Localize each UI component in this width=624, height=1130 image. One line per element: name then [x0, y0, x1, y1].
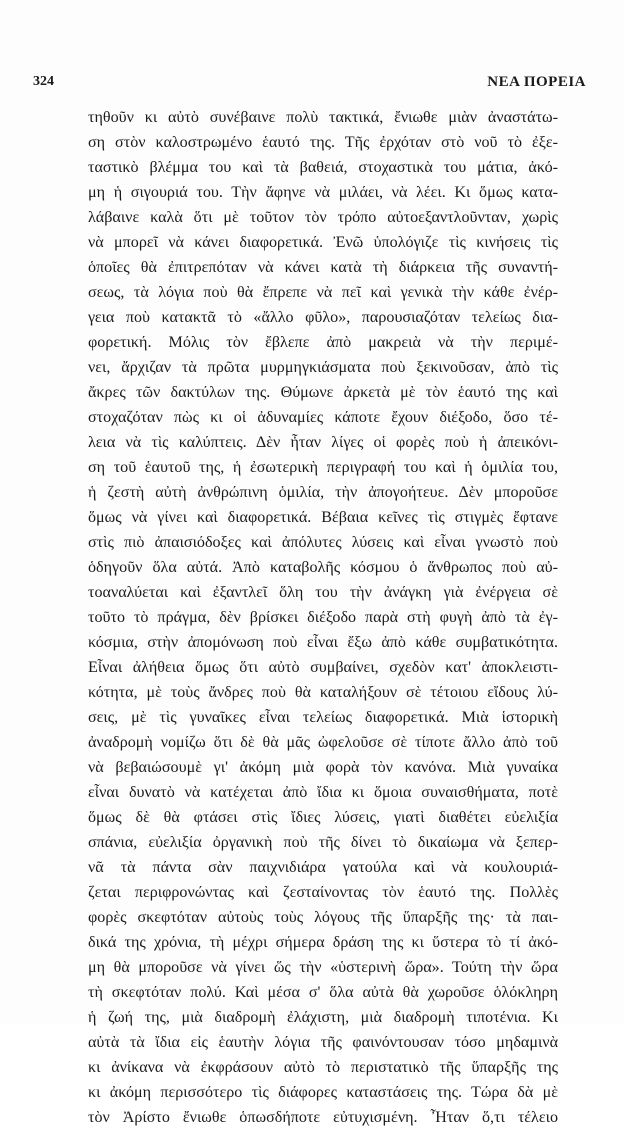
text-line: ὁποῖες θὰ ἐπιτρεπόταν νὰ κάνει κατὰ τὴ διάρκεια τῆς συναντή- [88, 259, 558, 276]
text-line: νει, ἄρχιζαν τὰ πρῶτα μυρμηγκιάσματα ποὺ ξεκινοῦσαν, ἀπὸ τὶς [88, 359, 558, 376]
text-line: ζεται περιφρονώντας καὶ ζεσταίνοντας τὸν ἑαυτό της. Πολλὲς [88, 884, 558, 901]
text-line: νὰ μπορεῖ νὰ κάνει διαφορετικά. Ἐνῶ ὑπολόγιζε τὶς κινήσεις τὶς [88, 234, 558, 251]
text-line: τὴ σκεφτόταν πολύ. Καὶ μέσα σ' ὅλα αὐτὰ θὰ χωροῦσε ὁλόκληρη [88, 984, 558, 1001]
text-line: Εἶναι ἀλήθεια ὅμως ὅτι αὐτὸ συμβαίνει, σχεδὸν κατ' ἀποκλειστι- [88, 659, 558, 676]
text-line: στὶς πιὸ ἀπαισιόδοξες καὶ ἀπόλυτες λύσεις καὶ εἶναι γνωστὸ ποὺ [88, 534, 558, 551]
journal-title: ΝΕΑ ΠΟΡΕΙΑ [487, 74, 586, 90]
text-line: κι ἀκόμη περισσότερο τὶς διάφορες καταστάσεις της. Τώρα δὰ μὲ [88, 1084, 558, 1101]
text-line: φορὲς σκεφτόταν αὐτοὺς τοὺς λόγους τῆς ὕπαρξῆς της· τὰ παι- [88, 909, 558, 926]
text-line: τοαναλύεται καὶ ἐξαντλεῖ ὅλη του τὴν ἀνάγκη γιὰ ἐνέργεια σὲ [88, 584, 558, 601]
text-line: ὅμως δὲ θὰ φτάσει στὶς ἴδιες λύσεις, γιατὶ διαθέτει εὐελιξία [88, 809, 558, 826]
text-line: νᾶ τὰ πάντα σὰν παιχνιδιάρα γατούλα καὶ νὰ κουλουριά- [88, 859, 558, 876]
text-line: τὸν Ἀρίστο ἔνιωθε ὁπωσδήποτε εὐτυχισμένη. Ἦταν ὅ,τι τέλειο [88, 1109, 558, 1126]
text-line: κόσμια, στὴν ἀπομόνωση ποὺ εἶναι ἔξω ἀπὸ κάθε συμβατικότητα. [88, 634, 558, 651]
text-line: ἄκρες τῶν δακτύλων της. Θύμωνε ἀρκετὰ μὲ τὸν ἑαυτό της καὶ [88, 384, 558, 401]
text-line: τηθοῦν κι αὐτὸ συνέβαινε πολὺ τακτικά, ἔνιωθε μιὰν ἀναστάτω- [88, 109, 558, 126]
text-line: ὅμως νὰ γίνει καὶ διαφορετικά. Βέβαια κεῖνες τὶς στιγμὲς ἔφτανε [88, 509, 558, 526]
text-line: ὁδηγοῦν ὅλα αὐτά. Ἀπὸ καταβολῆς κόσμου ὁ ἄνθρωπος ποὺ αὐ- [88, 559, 558, 576]
text-line: μη θὰ μποροῦσε νὰ γίνει ὥς τὴν «ὑστερινὴ ὥρα». Τούτη τὴν ὥρα [88, 959, 558, 976]
running-header [33, 74, 586, 94]
page-number: 324 [33, 74, 54, 89]
body-text [88, 105, 558, 1130]
text-line: εἶναι δυνατὸ νὰ κατέχεται ἀπὸ ἴδια κι ὅμοια συναισθήματα, ποτὲ [88, 784, 558, 801]
text-line: κότητα, μὲ τοὺς ἄνδρες ποὺ θὰ καταλήξουν σὲ τέτοιου εἴδους λύ- [88, 684, 558, 701]
text-line: στοχαζόταν πὼς κι οἱ ἀδυναμίες κάποτε ἔχουν διέξοδο, ὅσο τέ- [88, 409, 558, 426]
text-line: λεια νὰ τὶς καλύπτεις. Δὲν ἦταν λίγες οἱ φορὲς ποὺ ἡ ἀπεικόνι- [88, 434, 558, 451]
text-line: ἀναδρομὴ νομίζω ὅτι δὲ θὰ μᾶς ὠφελοῦσε σὲ τίποτε ἄλλο ἀπὸ τοῦ [88, 734, 558, 751]
text-line: ταστικὸ βλέμμα του καὶ τὰ βαθειά, στοχαστικὰ του μάτια, ἀκό- [88, 159, 558, 176]
text-line: γεια ποὺ κατακτᾶ τὸ «ἄλλο φῦλο», παρουσιαζόταν τελείως δια- [88, 309, 558, 326]
text-line: σεως, τὰ λόγια ποὺ θὰ ἔπρεπε νὰ πεῖ καὶ γενικὰ τὴν κάθε ἐνέρ- [88, 284, 558, 301]
text-line: ἡ ζεστὴ αὐτὴ ἀνθρώπινη ὁμιλία, τὴν ἀπογοήτευε. Δὲν μποροῦσε [88, 484, 558, 501]
text-line: τοῦτο τὸ πράγμα, δὲν βρίσκει διέξοδο παρὰ στὴ φυγὴ ἀπὸ τὰ ἐγ- [88, 609, 558, 626]
text-line: λάβαινε καλὰ ὅτι μὲ τοῦτον τὸν τρόπο αὐτοεξαντλοῦνταν, χωρὶς [88, 209, 558, 226]
text-line: φορετική. Μόλις τὸν ἔβλεπε ἀπὸ μακρειὰ νὰ τὴν περιμέ- [88, 334, 558, 351]
text-line: ἡ ζωή της, μιὰ διαδρομὴ ἐλάχιστη, μιὰ διαδρομὴ τιποτένια. Κι [88, 1009, 558, 1026]
text-line: ση τοῦ ἑαυτοῦ της, ἡ ἐσωτερικὴ περιγραφή του καὶ ἡ ὁμιλία του, [88, 459, 558, 476]
text-line: κι ἀνίκανα νὰ ἐκφράσουν αὐτὸ τὸ περιστατικὸ τῆς ὕπαρξῆς της [88, 1059, 558, 1076]
text-line: νὰ βεβαιώσουμὲ γι' ἀκόμη μιὰ φορὰ τὸν κανόνα. Μιὰ γυναίκα [88, 759, 558, 776]
text-line: μη ἡ σιγουριά του. Τὴν ἄφηνε νὰ μιλάει, νὰ λέει. Κι ὅμως κατα- [88, 184, 558, 201]
text-line: σεις, μὲ τὶς γυναῖκες εἶναι τελείως διαφορετικά. Μιὰ ἱστορικὴ [88, 709, 558, 726]
text-line: σπάνια, εὐελιξία ὀργανικὴ ποὺ τῆς δίνει τὸ δικαίωμα νὰ ξεπερ- [88, 834, 558, 851]
text-line: δικά της χρόνια, τὴ μέχρι σήμερα δράση της κι ὕστερα τὸ τί ἀκό- [88, 934, 558, 951]
text-line: αὐτὰ τὰ ἴδια εἰς ἑαυτὴν λόγια τῆς φαινόντουσαν τόσο μηδαμινὰ [88, 1034, 558, 1051]
text-line: ση στὸν καλοστρωμένο ἑαυτό της. Τῆς ἐρχόταν στὸ νοῦ τὸ ἐξε- [88, 134, 558, 151]
